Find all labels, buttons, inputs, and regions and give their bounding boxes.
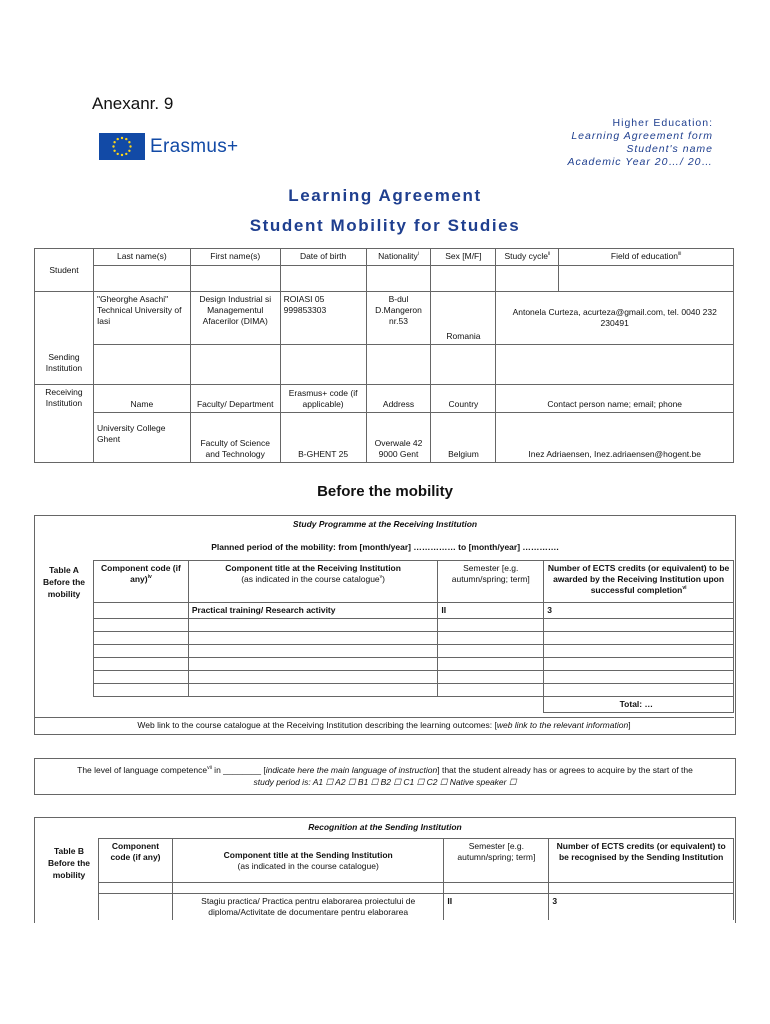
header-first-name: First name(s) — [190, 249, 280, 266]
header-nationality: Nationality$^i$ — [366, 249, 431, 266]
table-a — [93, 560, 734, 713]
sending-erasmus-code[interactable]: ROIASI 05 999853303 — [280, 292, 366, 345]
table-b-cell[interactable] — [172, 883, 443, 894]
table-a-col-ects: Number of ECTS credits (or equivalent) to be awarded by the Receiving Institution upon successful completion$^{vi}$ — [544, 561, 734, 603]
table-a-cell[interactable] — [94, 645, 189, 658]
table-a-cell[interactable] — [544, 632, 734, 645]
header-address: Address — [366, 385, 431, 413]
header-sex: Sex [M/F] — [431, 249, 496, 266]
erasmus-logo-text: Erasmus+ — [150, 135, 239, 157]
input-date-of-birth[interactable] — [280, 266, 366, 292]
table-a-cell[interactable] — [544, 619, 734, 632]
table-a-cell[interactable] — [94, 671, 189, 684]
table-a-cell[interactable] — [438, 632, 544, 645]
sending-address[interactable]: B-dul D.Mangeron nr.53 — [366, 292, 431, 345]
table-b-label: Table B Before the mobility — [47, 846, 91, 880]
receiving-institution-label: Receiving Institution — [35, 385, 94, 463]
input-sex[interactable] — [431, 266, 496, 292]
table-a-cell[interactable] — [438, 671, 544, 684]
table-a-row-1-semester[interactable]: II — [438, 603, 544, 619]
receiving-contact[interactable]: Inez Adriaensen, Inez.adriaensen@hogent.be — [496, 413, 734, 463]
header-study-cycle: Study cycle$^{ii}$ — [496, 249, 559, 266]
input-first-name[interactable] — [190, 266, 280, 292]
table-a-cell[interactable] — [188, 645, 437, 658]
header-date-of-birth: Date of birth — [280, 249, 366, 266]
receiving-faculty[interactable]: Faculty of Science and Technology — [190, 413, 280, 463]
table-a-col-title: Component title at the Receiving Institution (as indicated in the course catalogue$^v$) — [188, 561, 437, 603]
erasmus-logo — [99, 133, 238, 160]
table-a-cell[interactable] — [544, 645, 734, 658]
table-b-cell[interactable] — [444, 883, 549, 894]
sending-contact[interactable]: Antonela Curteza, acurteza@gmail.com, tel. 0040 232 230491 — [496, 292, 734, 345]
table-b-col-code: Component code (if any) — [99, 839, 173, 883]
table-a-row-1-code[interactable] — [94, 603, 189, 619]
before-mobility-heading: Before the mobility — [317, 483, 453, 500]
input-field-of-education[interactable] — [559, 266, 734, 292]
receiving-country[interactable]: Belgium — [431, 413, 496, 463]
sending-country-extra[interactable] — [431, 345, 496, 385]
table-a-cell[interactable] — [188, 632, 437, 645]
header-faculty: Faculty/ Department — [190, 385, 280, 413]
language-line-1: The level of language competence$^{vii}$ in ________ [indicate here the main language of instruction] that the student already has or agrees to acquire by the start of the — [77, 765, 693, 775]
header-erasmus-code: Erasmus+ code (if applicable) — [280, 385, 366, 413]
input-nationality[interactable] — [366, 266, 431, 292]
table-a-cell[interactable] — [544, 671, 734, 684]
participants-table — [34, 248, 734, 463]
table-b-col-title: Component title at the Sending Institution (as indicated in the course catalogue) — [172, 839, 443, 883]
header-contact: Contact person name; email; phone — [496, 385, 734, 413]
table-a-cell[interactable] — [188, 619, 437, 632]
table-a-cell[interactable] — [94, 619, 189, 632]
sending-faculty[interactable]: Design Industrial si Managementul Afacerilor (DIMA) — [190, 292, 280, 345]
table-a-col-code: Component code (if any)$^{iv}$ — [94, 561, 189, 603]
header-name: Name — [93, 385, 190, 413]
table-a-spacer — [94, 697, 544, 713]
web-link-placeholder[interactable]: web link to the relevant information — [496, 720, 629, 730]
table-a-cell[interactable] — [544, 684, 734, 697]
sending-institution-label: Sending Institution — [35, 292, 94, 385]
input-study-cycle[interactable] — [496, 266, 559, 292]
document-title: Learning Agreement — [288, 186, 482, 205]
table-a-cell[interactable] — [94, 658, 189, 671]
table-b-row-1-title[interactable]: Stagiu practica/ Practica pentru elaborarea proiectului de diploma/Activitate de documentare pentru elaborarea — [172, 894, 443, 921]
table-b — [98, 838, 734, 920]
web-link-row: Web link to the course catalogue at the Receiving Institution describing the learning outcomes: [web link to the relevant information] — [34, 717, 734, 733]
table-b-row-1-code[interactable] — [99, 894, 173, 921]
table-b-col-ects: Number of ECTS credits (or equivalent) to be recognised by the Sending Institution — [549, 839, 734, 883]
table-a-label: Table A Before the mobility — [42, 565, 86, 599]
sending-name-extra[interactable] — [93, 345, 190, 385]
table-a-cell[interactable] — [94, 632, 189, 645]
table-a-cell[interactable] — [188, 658, 437, 671]
document-subtitle: Student Mobility for Studies — [249, 216, 521, 235]
table-a-cell[interactable] — [438, 684, 544, 697]
receiving-name[interactable]: University College Ghent — [93, 413, 190, 463]
table-a-cell[interactable] — [188, 671, 437, 684]
table-b-cell[interactable] — [99, 883, 173, 894]
header-line-1: Higher Education: — [612, 117, 713, 129]
student-label: Student — [35, 249, 94, 292]
eu-flag-icon — [99, 133, 145, 160]
language-competence-box — [34, 758, 736, 795]
table-a-cell[interactable] — [438, 658, 544, 671]
sending-country[interactable]: Romania — [431, 292, 496, 345]
header-field-of-education: Field of education$^{iii}$ — [559, 249, 734, 266]
table-a-cell[interactable] — [438, 619, 544, 632]
table-b-heading: Recognition at the Sending Institution — [308, 822, 462, 832]
header-last-name: Last name(s) — [93, 249, 190, 266]
table-a-heading: Study Programme at the Receiving Institution — [292, 519, 478, 529]
header-line-2: Learning Agreement form — [571, 130, 713, 142]
table-b-col-semester: Semester [e.g. autumn/spring; term] — [444, 839, 549, 883]
input-last-name[interactable] — [93, 266, 190, 292]
sending-faculty-extra[interactable] — [190, 345, 280, 385]
sending-name[interactable]: "Gheorghe Asachi" Technical University of Iasi — [93, 292, 190, 345]
table-a-cell[interactable] — [94, 684, 189, 697]
sending-code-extra[interactable] — [280, 345, 366, 385]
table-a-cell[interactable] — [438, 645, 544, 658]
receiving-erasmus-code[interactable]: B-GHENT 25 — [280, 413, 366, 463]
header-line-4: Academic Year 20…/ 20… — [567, 156, 713, 168]
table-a-total: Total: … — [544, 697, 734, 713]
table-a-col-semester: Semester [e.g. autumn/spring; term] — [438, 561, 544, 603]
table-b-cell[interactable] — [549, 883, 734, 894]
header-line-3: Student's name — [626, 143, 713, 155]
sending-contact-extra[interactable] — [496, 345, 734, 385]
planned-period: Planned period of the mobility: from [month/year] …………… to [month/year] …………. — [211, 542, 559, 552]
sending-address-extra[interactable] — [366, 345, 431, 385]
receiving-address[interactable]: Overwale 42 9000 Gent — [366, 413, 431, 463]
annex-label: Anexanr. 9 — [92, 94, 174, 113]
language-level-options[interactable]: study period is: A1 ☐ A2 ☐ B1 ☐ B2 ☐ C1 ☐ C2 ☐ Native speaker ☐ — [253, 777, 517, 787]
table-b-row-1-semester[interactable]: II — [444, 894, 549, 921]
table-a-cell[interactable] — [544, 658, 734, 671]
document-header — [567, 117, 713, 169]
table-a-row-1-title[interactable]: Practical training/ Research activity — [188, 603, 437, 619]
header-country: Country — [431, 385, 496, 413]
table-b-row-1-ects[interactable]: 3 — [549, 894, 734, 921]
table-a-row-1-ects[interactable]: 3 — [544, 603, 734, 619]
table-a-cell[interactable] — [188, 684, 437, 697]
